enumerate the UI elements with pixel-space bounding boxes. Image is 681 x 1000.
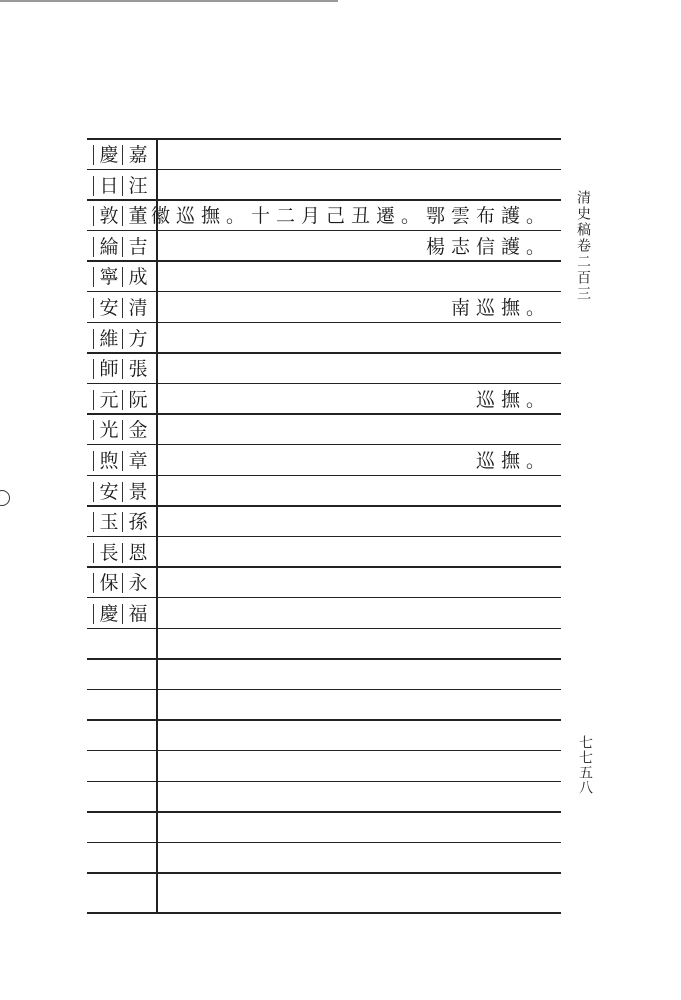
appointment-entry: 巡撫。 xyxy=(475,388,551,411)
table-row xyxy=(87,691,561,721)
official-family-name: 汪 xyxy=(125,174,151,198)
table-row xyxy=(87,630,561,660)
table-row xyxy=(87,262,561,292)
official-given-name: 安 xyxy=(96,480,122,504)
appointment-entry: 巡撫。 xyxy=(475,450,551,472)
page-number: 七七五八 xyxy=(577,735,593,795)
official-given-name: 安 xyxy=(96,296,122,320)
table-row xyxy=(87,324,561,354)
official-family-name: 福 xyxy=(125,602,151,626)
table-row xyxy=(87,140,561,170)
appointment-entry: 楊志信護。 xyxy=(425,235,551,258)
official-given-name: 玉 xyxy=(96,510,122,534)
official-family-name: 嘉 xyxy=(125,143,151,167)
official-family-name: 清 xyxy=(125,296,151,320)
official-given-name: 慶 xyxy=(96,602,122,626)
official-given-name: 綸 xyxy=(96,235,122,259)
table-row xyxy=(87,446,561,476)
table-row xyxy=(87,507,561,537)
official-family-name: 恩 xyxy=(125,541,151,565)
official-given-name: 煦 xyxy=(96,449,122,473)
table-row xyxy=(87,874,561,904)
table-row xyxy=(87,660,561,690)
table-row xyxy=(87,844,561,874)
official-given-name: 元 xyxy=(96,388,122,412)
official-family-name: 張 xyxy=(125,357,151,381)
table-row xyxy=(87,477,561,507)
table-row xyxy=(87,415,561,445)
table-row xyxy=(87,232,561,262)
official-given-name: 敦 xyxy=(96,204,122,228)
table-row xyxy=(87,813,561,843)
official-family-name: 金 xyxy=(125,418,151,442)
official-given-name: 日 xyxy=(96,174,122,198)
table-row xyxy=(87,385,561,415)
official-family-name: 景 xyxy=(125,480,151,504)
appointment-entry: 南巡撫。 xyxy=(450,297,551,319)
official-family-name: 吉 xyxy=(125,235,151,259)
table-row xyxy=(87,201,561,231)
table-row xyxy=(87,752,561,782)
official-family-name: 成 xyxy=(125,265,151,289)
table-row xyxy=(87,721,561,751)
official-given-name: 師 xyxy=(96,357,122,381)
official-family-name: 方 xyxy=(125,327,151,351)
table-row xyxy=(87,599,561,629)
official-given-name: 寧 xyxy=(96,265,122,289)
table-bottom-rule xyxy=(87,912,561,914)
top-edge-rule xyxy=(0,0,338,2)
table-row xyxy=(87,538,561,568)
table-row xyxy=(87,293,561,323)
running-title: 清史稿卷二百三 xyxy=(575,190,591,302)
table-row xyxy=(87,354,561,384)
official-family-name: 孫 xyxy=(125,510,151,534)
official-family-name: 永 xyxy=(125,571,151,595)
official-given-name: 光 xyxy=(96,418,122,442)
official-given-name: 保 xyxy=(96,571,122,595)
official-given-name: 維 xyxy=(96,327,122,351)
official-given-name: 慶 xyxy=(96,143,122,167)
table-row xyxy=(87,568,561,598)
margin-circle-mark xyxy=(0,490,10,506)
official-family-name: 章 xyxy=(125,449,151,473)
table-row xyxy=(87,783,561,813)
official-given-name: 長 xyxy=(96,541,122,565)
official-family-name: 董 xyxy=(125,204,151,228)
table-row xyxy=(87,171,561,201)
appointment-entry: 徽巡撫。十二月己丑遷。鄂雲布護。 xyxy=(150,205,551,228)
official-family-name: 阮 xyxy=(125,388,151,412)
